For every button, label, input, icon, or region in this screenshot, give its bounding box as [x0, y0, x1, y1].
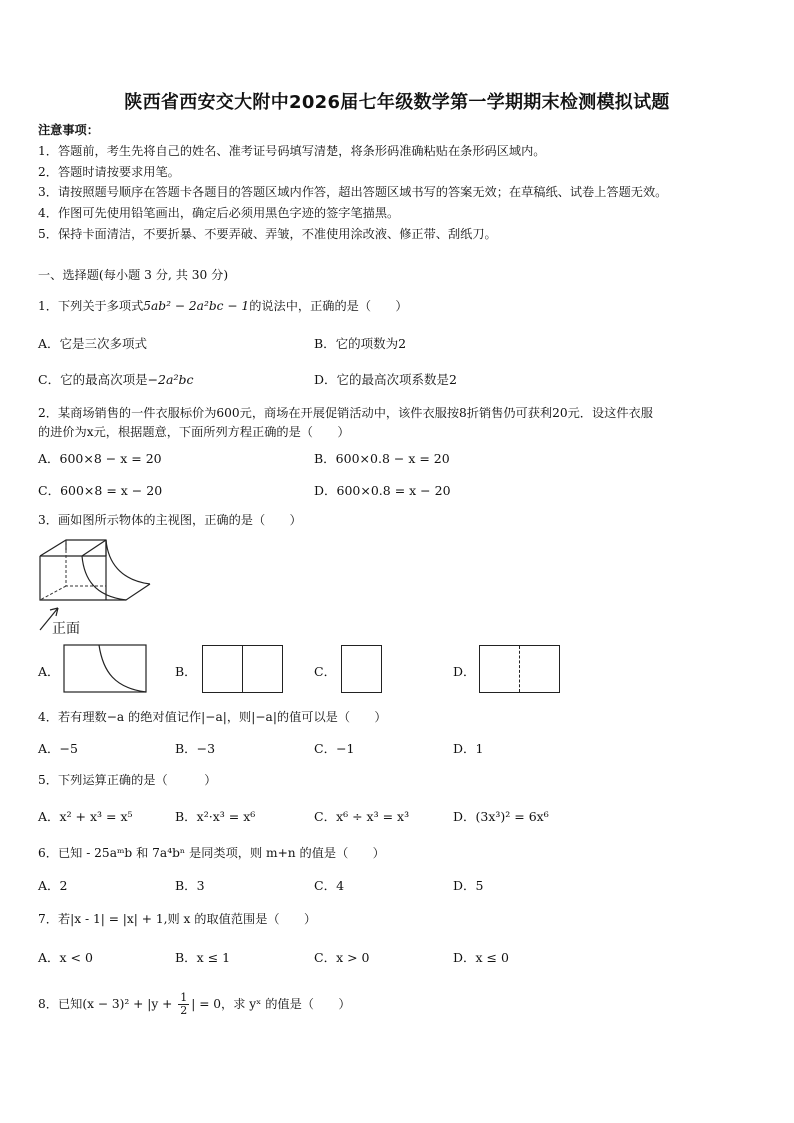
q2-option-a[interactable]: A．600×8 − x = 20 [38, 451, 162, 466]
notice-heading: 注意事项： [38, 123, 99, 137]
question-2-line-2: 的进价为x元，根据题意，下面所列方程正确的是（ ） [38, 425, 350, 439]
q3-option-a[interactable]: A． [38, 664, 60, 679]
notice-item-1: 1．答题前，考生先将自己的姓名、准考证号码填写清楚，将条形码准确粘贴在条形码区域内。 [38, 144, 546, 158]
q3-option-c[interactable]: C． [314, 664, 337, 679]
q3-option-d[interactable]: D． [453, 664, 476, 679]
notice-item-3: 3．请按照题号顺序在答题卡各题目的答题区域内作答，超出答题区域书写的答案无效；在草稿纸、试卷上答题无效。 [38, 185, 668, 199]
section-heading: 一、选择题(每小题 3 分, 共 30 分) [38, 268, 229, 282]
q4-option-d[interactable]: D．1 [453, 741, 484, 756]
q4-option-c[interactable]: C．−1 [314, 741, 355, 756]
q5-option-b[interactable]: B．x²·x³ = x⁶ [175, 809, 256, 824]
front-view-label: 正面 [52, 621, 80, 637]
q3-option-b-divider [242, 646, 243, 692]
q3-option-c-figure[interactable] [341, 645, 382, 693]
q1-option-c-expr: −2a²bc [147, 372, 194, 387]
question-1-stem [38, 297, 408, 314]
question-8-fraction [178, 992, 189, 1017]
question-4-stem: 4．若有理数−a 的绝对值记作|−a|，则|−a|的值可以是（ ） [38, 710, 387, 724]
question-8-stem [38, 992, 351, 1017]
q2-option-b[interactable]: B．600×0.8 − x = 20 [314, 451, 450, 466]
q3-option-b-figure[interactable] [202, 645, 283, 693]
q7-option-b[interactable]: B．x ≤ 1 [175, 950, 231, 965]
fraction-denominator: 2 [180, 1004, 188, 1017]
question-1-text-a: 1．下列关于多项式 [38, 299, 144, 313]
q1-option-d[interactable]: D．它的最高次项系数是2 [314, 372, 457, 387]
q5-option-c[interactable]: C．x⁶ ÷ x³ = x³ [314, 809, 410, 824]
page-title: 陕西省西安交大附中2026届七年级数学第一学期期末检测模拟试题 [124, 92, 670, 113]
q3-option-d-dashed-line [519, 646, 520, 692]
question-3-stem: 3．画如图所示物体的主视图，正确的是（ ） [38, 513, 302, 527]
notice-item-5: 5．保持卡面清洁，不要折暴、不要弄破、弄皱，不准使用涂改液、修正带、刮纸刀。 [38, 227, 497, 241]
question-6-stem: 6．已知 - 25aᵐb 和 7a⁴bⁿ 是同类项，则 m+n 的值是（ ） [38, 846, 385, 860]
q3-option-a-figure[interactable] [63, 644, 147, 694]
q1-option-c[interactable] [38, 370, 193, 388]
q1-option-c-text: C．它的最高次项是 [38, 372, 148, 387]
question-1-polynomial: 5ab² − 2a²bc − 1 [143, 299, 250, 313]
q5-option-d[interactable]: D．(3x³)² = 6x⁶ [453, 809, 549, 824]
question-8-text-b: | = 0，求 yˣ 的值是（ ） [191, 997, 351, 1011]
q6-option-a[interactable]: A．2 [38, 878, 68, 893]
q3-option-d-figure[interactable] [479, 645, 560, 693]
q2-option-c[interactable]: C．600×8 = x − 20 [38, 483, 163, 498]
question-1-text-b: 的说法中，正确的是（ ） [249, 299, 408, 313]
q7-option-c[interactable]: C．x > 0 [314, 950, 370, 965]
question-7-stem: 7．若|x - 1| = |x| + 1,则 x 的取值范围是（ ） [38, 912, 317, 926]
notice-item-2: 2．答题时请按要求用笔。 [38, 165, 180, 179]
question-8-text-a: 8．已知(x − 3)² + |y + [38, 997, 177, 1011]
q1-option-b[interactable]: B．它的项数为2 [314, 336, 407, 351]
notice-item-4: 4．作图可先使用铅笔画出，确定后必须用黑色字迹的签字笔描黑。 [38, 206, 400, 220]
q6-option-c[interactable]: C．4 [314, 878, 345, 893]
q7-option-a[interactable]: A．x < 0 [38, 950, 93, 965]
question-5-stem: 5．下列运算正确的是（ ） [38, 773, 217, 787]
q6-option-d[interactable]: D．5 [453, 878, 484, 893]
question-2-line-1: 2．某商场销售的一件衣服标价为600元，商场在开展促销活动中，该件衣服按8折销售仍可获利20元．设这件衣服 [38, 406, 653, 420]
q1-option-a[interactable]: A．它是三次多项式 [38, 336, 148, 351]
q6-option-b[interactable]: B．3 [175, 878, 205, 893]
fraction-numerator: 1 [180, 991, 188, 1004]
q2-option-d[interactable]: D．600×0.8 = x − 20 [314, 483, 451, 498]
q3-option-b[interactable]: B． [175, 664, 197, 679]
q7-option-d[interactable]: D．x ≤ 0 [453, 950, 509, 965]
q4-option-b[interactable]: B．−3 [175, 741, 216, 756]
q5-option-a[interactable]: A．x² + x³ = x⁵ [38, 809, 133, 824]
q4-option-a[interactable]: A．−5 [38, 741, 78, 756]
